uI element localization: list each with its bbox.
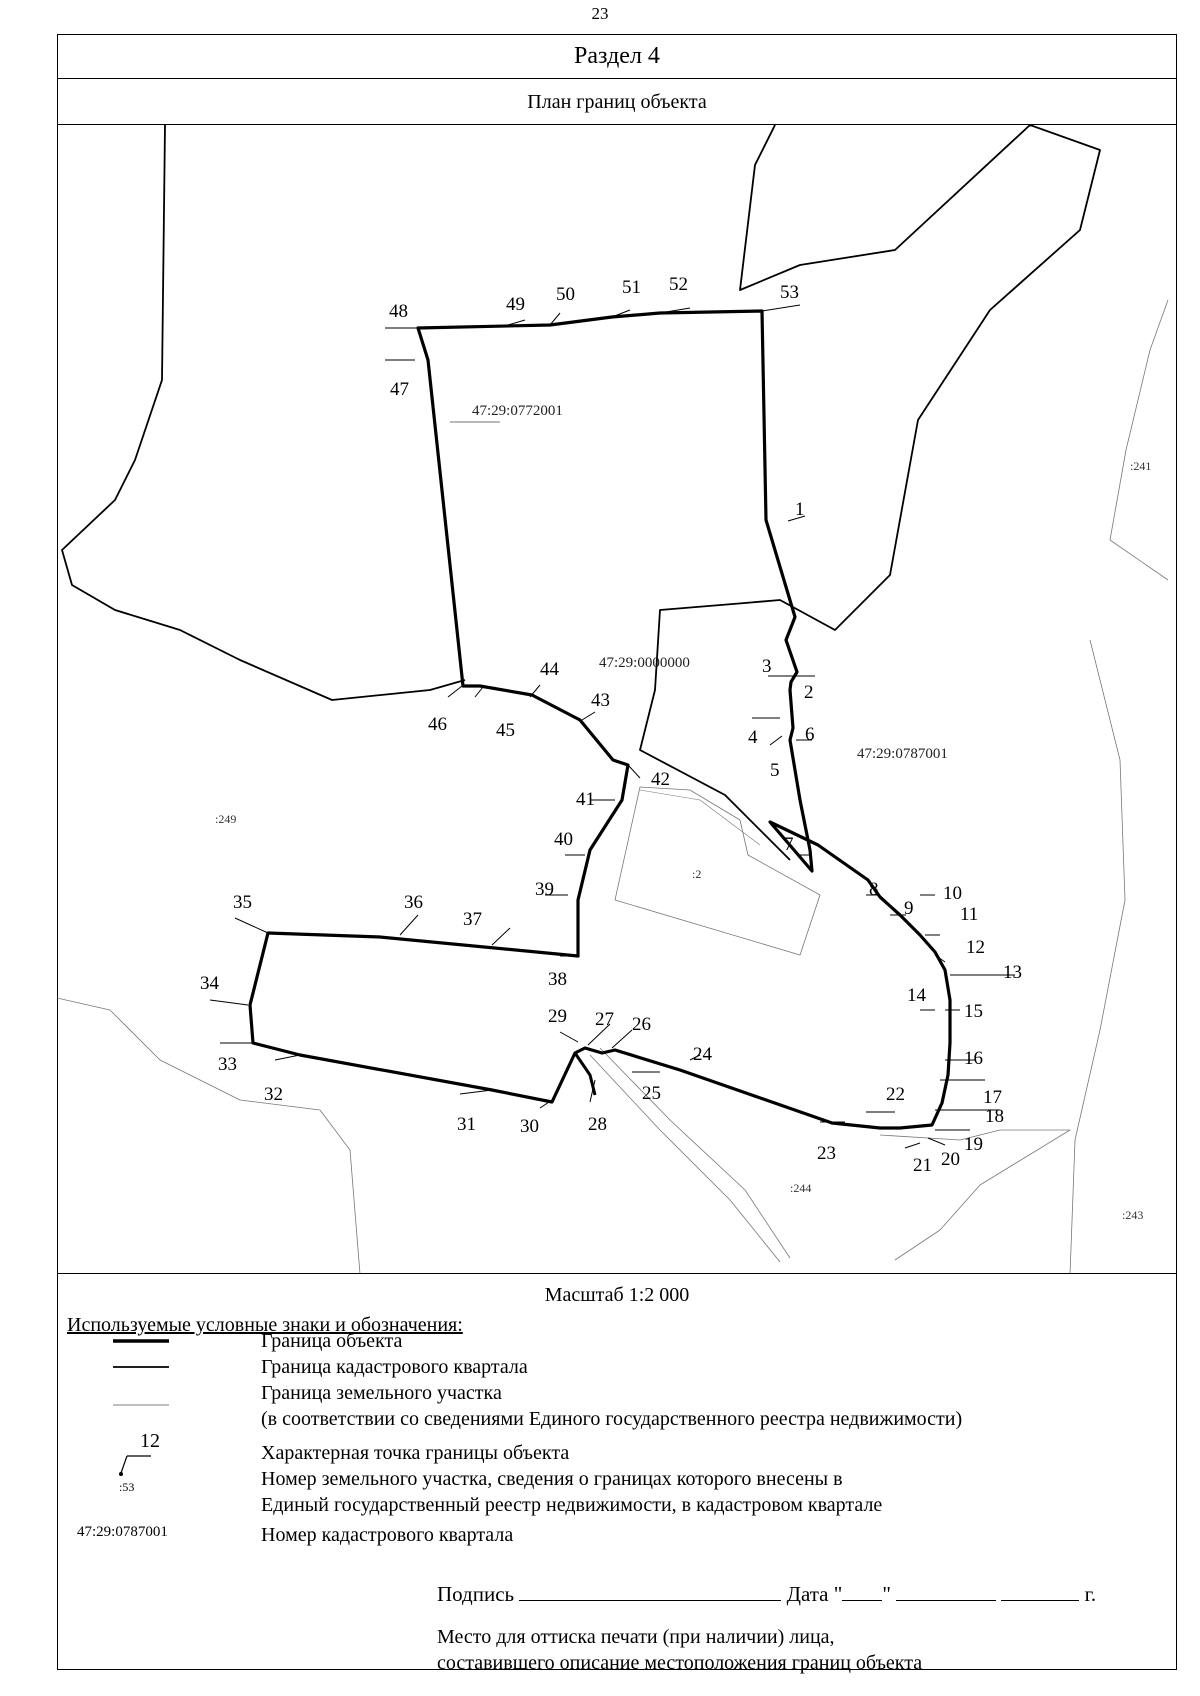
point-label-31: 31 bbox=[457, 1114, 476, 1135]
point-label-24: 24 bbox=[693, 1044, 712, 1065]
legend-area bbox=[57, 1274, 1177, 1674]
point-leader-34 bbox=[210, 1000, 248, 1005]
point-label-11: 11 bbox=[960, 904, 979, 925]
parcel-label: :249 bbox=[215, 812, 237, 826]
point-label-17: 17 bbox=[983, 1087, 1002, 1108]
page-number: 23 bbox=[591, 4, 609, 23]
legend-quarter-boundary: Граница кадастрового квартала bbox=[261, 1356, 528, 1378]
point-label-29: 29 bbox=[548, 1006, 567, 1027]
legend-object-boundary: Граница объекта bbox=[261, 1330, 403, 1352]
point-leader-46 bbox=[448, 686, 462, 697]
point-label-40: 40 bbox=[554, 829, 573, 850]
point-label-14: 14 bbox=[907, 985, 926, 1006]
point-leader-45 bbox=[475, 687, 483, 697]
parcel-boundary-line bbox=[1110, 300, 1168, 580]
map-canvas bbox=[57, 125, 1177, 1274]
point-label-43: 43 bbox=[591, 690, 610, 711]
point-label-32: 32 bbox=[264, 1084, 283, 1105]
boundary-point-symbol-label: 12 bbox=[140, 1430, 160, 1452]
point-leader-42 bbox=[628, 765, 640, 778]
parcel-label: :243 bbox=[1122, 1208, 1144, 1222]
point-leader-37 bbox=[492, 928, 510, 945]
signature-field[interactable] bbox=[519, 1584, 781, 1601]
parcel-boundary-line bbox=[600, 1048, 790, 1258]
quarter-label: 47:29:0772001 bbox=[472, 403, 563, 419]
parcel-number-symbol: :53 bbox=[119, 1480, 135, 1494]
point-label-46: 46 bbox=[428, 714, 447, 735]
point-label-33: 33 bbox=[218, 1054, 237, 1075]
boundary-plan-map bbox=[57, 125, 1177, 1274]
point-leader-31 bbox=[460, 1090, 492, 1094]
point-label-25: 25 bbox=[642, 1083, 661, 1104]
quarter-label: 47:29:0787001 bbox=[857, 746, 948, 762]
stamp-note-line1: Место для оттиска печати (при наличии) лица, bbox=[437, 1626, 835, 1648]
parcel-label: :2 bbox=[692, 867, 702, 881]
point-label-36: 36 bbox=[404, 892, 423, 913]
point-label-28: 28 bbox=[588, 1114, 607, 1135]
point-label-35: 35 bbox=[233, 892, 252, 913]
point-label-19: 19 bbox=[964, 1134, 983, 1155]
point-label-5: 5 bbox=[770, 760, 780, 781]
point-label-52: 52 bbox=[669, 274, 688, 295]
signature-label: Подпись bbox=[437, 1582, 515, 1606]
point-label-42: 42 bbox=[651, 769, 670, 790]
parcel-label: :241 bbox=[1130, 459, 1152, 473]
point-label-39: 39 bbox=[535, 879, 554, 900]
legend-heading: Используемые условные знаки и обозначения: bbox=[67, 1314, 463, 1336]
parcel-boundary-line bbox=[57, 998, 360, 1274]
point-leader-36 bbox=[400, 915, 418, 935]
quarter-number-symbol: 47:29:0787001 bbox=[77, 1524, 168, 1540]
parcel-boundary-line bbox=[1070, 640, 1125, 1274]
point-label-21: 21 bbox=[913, 1155, 932, 1176]
quarter-boundary-symbol bbox=[113, 1362, 173, 1372]
date-label: Дата " bbox=[786, 1582, 843, 1606]
year-suffix: г. bbox=[1084, 1582, 1097, 1606]
point-label-44: 44 bbox=[540, 659, 559, 680]
point-label-16: 16 bbox=[964, 1048, 983, 1069]
point-label-7: 7 bbox=[784, 834, 794, 855]
point-leader-21 bbox=[905, 1143, 920, 1148]
point-label-26: 26 bbox=[632, 1014, 651, 1035]
legend-parcel-number-note: Единый государственный реестр недвижимости, в кадастровом квартале bbox=[261, 1494, 883, 1516]
section-title: Раздел 4 bbox=[57, 34, 1177, 79]
point-leader-5 bbox=[770, 736, 782, 745]
parcel-boundary-symbol bbox=[113, 1400, 173, 1410]
plan-title: План границ объекта bbox=[57, 79, 1177, 125]
point-label-15: 15 bbox=[964, 1001, 983, 1022]
point-leader-35 bbox=[235, 918, 268, 933]
point-label-50: 50 bbox=[556, 284, 575, 305]
point-label-9: 9 bbox=[904, 898, 914, 919]
object-boundary-symbol bbox=[113, 1336, 173, 1346]
quarter-boundary-line bbox=[62, 125, 465, 700]
date-day-field[interactable] bbox=[842, 1584, 882, 1601]
point-label-48: 48 bbox=[389, 301, 408, 322]
point-label-3: 3 bbox=[762, 656, 772, 677]
legend-parcel-boundary-note: (в соответствии со сведениями Единого государственного реестра недвижимости) bbox=[261, 1408, 963, 1430]
point-label-8: 8 bbox=[869, 879, 879, 900]
quarter-label: 47:29:0000000 bbox=[599, 655, 690, 671]
parcel-boundary-line bbox=[640, 790, 760, 845]
point-leader-53 bbox=[762, 305, 800, 311]
point-label-2: 2 bbox=[804, 682, 814, 703]
point-label-37: 37 bbox=[463, 909, 482, 930]
point-label-1: 1 bbox=[795, 499, 805, 520]
object-boundary-line bbox=[250, 311, 950, 1128]
date-year-field[interactable] bbox=[1001, 1584, 1079, 1601]
point-label-41: 41 bbox=[576, 789, 595, 810]
point-label-51: 51 bbox=[622, 277, 641, 298]
legend-parcel-boundary: Граница земельного участка bbox=[261, 1382, 502, 1404]
scale-label: Масштаб 1:2 000 bbox=[544, 1284, 690, 1306]
stamp-note-line2: составившего описание местоположения границ объекта bbox=[437, 1652, 923, 1674]
point-label-45: 45 bbox=[496, 720, 515, 741]
date-month-field[interactable] bbox=[896, 1584, 996, 1601]
point-label-38: 38 bbox=[548, 969, 567, 990]
legend-quarter-number: Номер кадастрового квартала bbox=[261, 1524, 514, 1546]
legend-boundary-point: Характерная точка границы объекта bbox=[261, 1442, 570, 1464]
point-label-53: 53 bbox=[780, 282, 799, 303]
point-label-49: 49 bbox=[506, 294, 525, 315]
point-label-13: 13 bbox=[1003, 962, 1022, 983]
point-label-22: 22 bbox=[886, 1084, 905, 1105]
point-label-4: 4 bbox=[748, 727, 758, 748]
point-leader-29 bbox=[560, 1032, 578, 1042]
point-leader-32 bbox=[275, 1055, 300, 1060]
point-label-6: 6 bbox=[805, 724, 815, 745]
signature-row bbox=[437, 1582, 1096, 1607]
point-label-18: 18 bbox=[985, 1106, 1004, 1127]
stamp-note bbox=[437, 1624, 922, 1676]
point-label-30: 30 bbox=[520, 1116, 539, 1137]
point-leader-43 bbox=[582, 712, 595, 720]
parcel-boundary-line bbox=[590, 1055, 780, 1262]
point-leader-26 bbox=[612, 1030, 632, 1048]
point-label-20: 20 bbox=[941, 1149, 960, 1170]
point-label-12: 12 bbox=[966, 937, 985, 958]
point-label-34: 34 bbox=[200, 973, 219, 994]
parcel-boundary-line bbox=[615, 787, 820, 955]
parcel-label: :244 bbox=[790, 1181, 812, 1195]
date-quote: " bbox=[882, 1582, 891, 1606]
legend-parcel-number: Номер земельного участка, сведения о границах которого внесены в bbox=[261, 1468, 843, 1490]
point-label-23: 23 bbox=[817, 1143, 836, 1164]
object-boundary-line bbox=[575, 1053, 595, 1095]
point-label-47: 47 bbox=[390, 379, 409, 400]
point-label-27: 27 bbox=[595, 1009, 614, 1030]
point-label-10: 10 bbox=[943, 883, 962, 904]
